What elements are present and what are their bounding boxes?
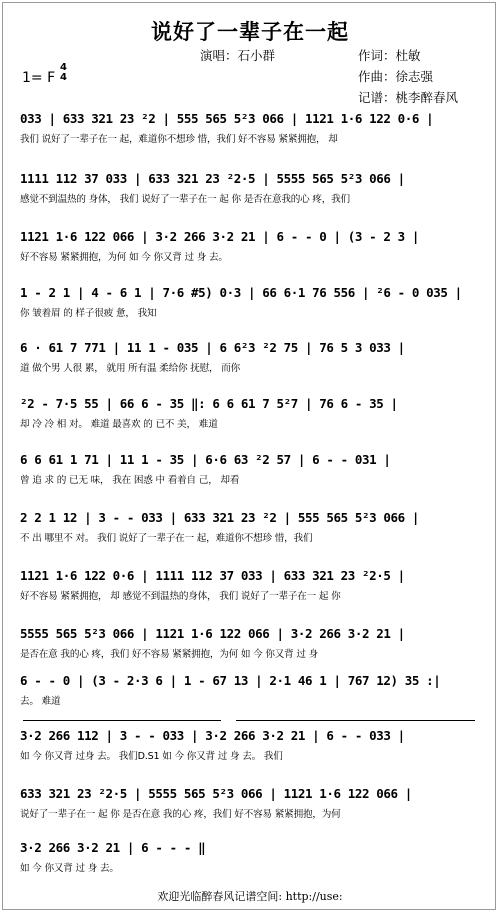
lyric-line: 好不容易 紧紧拥抱，为何 如 今 你又背 过 身 去。 — [20, 252, 228, 263]
lyric-line: 曾 追 求 的 已无 味， 我在 困惑 中 看着自 己， 却看 — [20, 475, 240, 486]
notation-line: 1121 1·6 122 066 | 3·2 266 3·2 21 | 6 - - 0 | (3 - 2 3 | — [20, 229, 420, 244]
volta-bracket-1 — [23, 720, 221, 721]
time-signature-bottom: 4 — [60, 72, 67, 83]
composer-credit: 作曲：徐志强 — [358, 69, 434, 84]
lyric-line: 去。 难道 — [20, 696, 61, 707]
notation-line: 2 2 1 12 | 3 - - 033 | 633 321 23 ²2 | 555 565 5²3 066 | — [20, 510, 420, 525]
lyric-line: 好不容易 紧紧拥抱， 却 感觉不到温热的身体， 我们 说好了一辈子在一 起 你 — [20, 591, 341, 602]
lyric-line: 感觉不到温热的 身体， 我们 说好了一辈子在一 起 你 是否在意我的心 疼，我们 — [20, 194, 350, 205]
singer-credit: 演唱：石小群 — [200, 48, 276, 63]
lyricist-credit: 作词：杜敏 — [358, 48, 421, 63]
lyric-line: 却 冷 冷 相 对。 难道 最喜欢 的 已不 美， 难道 — [20, 419, 218, 430]
notation-line: 6 · 61 7 771 | 11 1 - 035 | 6 6²3 ²2 75 | 76 5 3 033 | — [20, 340, 405, 355]
notation-line: 3·2 266 112 | 3 - - 033 | 3·2 266 3·2 21 | 6 - - 033 | — [20, 728, 405, 743]
lyric-line: 不 出 哪里不 对。 我们 说好了一辈子在一 起，难道你不想珍 惜，我们 — [20, 533, 313, 544]
footer-text: 欢迎光临醉春风记谱空间: http://use: — [157, 890, 343, 903]
lyric-line: 说好了一辈子在一 起 你 是否在意 我的心 疼，我们 好不容易 紧紧拥抱，为何 — [20, 809, 341, 820]
notation-line: ²2 - 7·5 55 | 66 6 - 35 ‖: 6 6 61 7 5²7 | 76 6 - 35 | — [20, 396, 398, 411]
transcriber-credit: 记谱：桃李醉春风 — [358, 90, 459, 105]
song-title: 说好了一辈子在一起 — [151, 19, 349, 44]
lyric-line: 如 今 你又背 过 身 去。 — [20, 863, 119, 874]
lyric-line: 你 皱着眉 的 样子很疲 惫， 我知 — [20, 308, 157, 319]
lyric-line: 是否在意 我的心 疼，我们 好不容易 紧紧拥抱，为何 如 今 你又背 过 身 — [20, 649, 319, 660]
notation-line: 5555 565 5²3 066 | 1121 1·6 122 066 | 3·2 266 3·2 21 | — [20, 626, 405, 641]
notation-line: 033 | 633 321 23 ²2 | 555 565 5²3 066 | 1121 1·6 122 0·6 | — [20, 111, 434, 126]
lyric-line: 道 做个男 人很 累， 就用 所有温 柔给你 抚慰， 而你 — [20, 363, 241, 374]
notation-line: 1 - 2 1 | 4 - 6 1 | 7·6 #5) 0·3 | 66 6·1 76 556 | ²6 - 0 035 | — [20, 285, 462, 300]
time-signature-top: 4 — [60, 62, 67, 73]
notation-line: 633 321 23 ²2·5 | 5555 565 5²3 066 | 1121 1·6 122 066 | — [20, 786, 412, 801]
lyric-line: 如 今 你又背 过身 去。 我们D.S1 如 今 你又背 过 身 去。 我们 — [20, 751, 283, 762]
notation-line: 3·2 266 3·2 21 | 6 - - - ‖ — [20, 840, 206, 855]
notation-line: 6 - - 0 | (3 - 2·3 6 | 1 - 67 13 | 2·1 46 1 | 767 12) 35 :| — [20, 673, 441, 688]
notation-line: 1111 112 37 033 | 633 321 23 ²2·5 | 5555 565 5²3 066 | — [20, 171, 405, 186]
key-signature: 1= F — [22, 70, 56, 86]
volta-bracket-2 — [236, 720, 475, 721]
time-signature — [60, 63, 67, 83]
lyric-line: 我们 说好了一辈子在一 起，难道你不想珍 惜，我们 好不容易 紧紧拥抱， 却 — [20, 134, 338, 145]
notation-line: 1121 1·6 122 0·6 | 1111 112 37 033 | 633 321 23 ²2·5 | — [20, 568, 405, 583]
notation-line: 6 6 61 1 71 | 11 1 - 35 | 6·6 63 ²2 57 | 6 - - 031 | — [20, 452, 391, 467]
